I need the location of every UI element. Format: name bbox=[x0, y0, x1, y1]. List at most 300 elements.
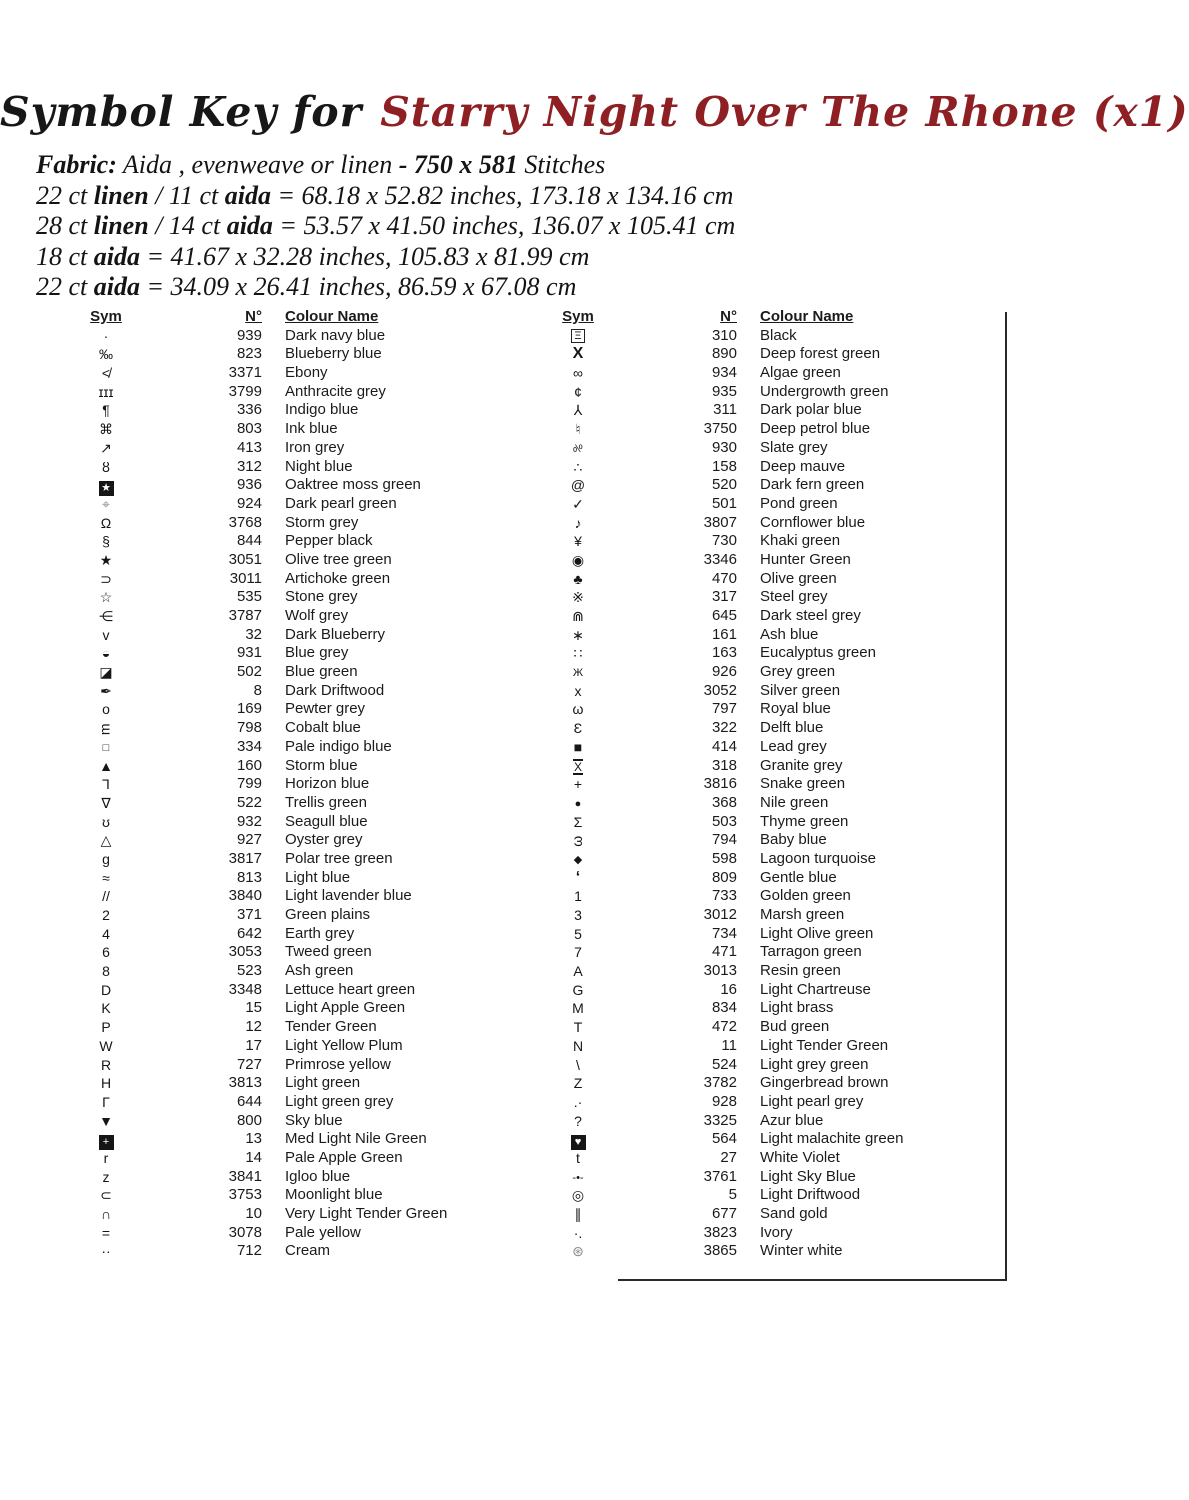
floss-number: 5 bbox=[728, 1186, 737, 1204]
floss-number: 930 bbox=[711, 438, 737, 456]
table-row bbox=[550, 514, 1002, 533]
floss-number: 734 bbox=[711, 924, 737, 942]
stitch-symbol: ω bbox=[568, 836, 585, 848]
table-row bbox=[78, 644, 530, 663]
floss-number: 3813 bbox=[228, 1074, 262, 1092]
colour-name: Dark Blueberry bbox=[285, 625, 386, 643]
colour-name: Thyme green bbox=[760, 812, 849, 830]
stitch-symbol: ♥ bbox=[571, 1135, 586, 1150]
colour-name: Baby blue bbox=[760, 831, 827, 849]
colour-name: Light Sky Blue bbox=[760, 1167, 856, 1185]
stitch-symbol: 7 bbox=[574, 944, 582, 961]
table-row bbox=[550, 644, 1002, 663]
colour-name: Night blue bbox=[285, 457, 353, 475]
table-row bbox=[550, 626, 1002, 645]
colour-name: Pond green bbox=[760, 494, 838, 512]
table-row bbox=[550, 794, 1002, 813]
floss-number: 3840 bbox=[228, 887, 262, 905]
floss-number: 3787 bbox=[228, 607, 262, 624]
stitch-symbol: % bbox=[573, 442, 583, 455]
stitch-symbol: g bbox=[102, 850, 110, 867]
colour-name: Bud green bbox=[760, 1018, 830, 1036]
stitch-symbol: ♪ bbox=[574, 514, 582, 531]
floss-number: 471 bbox=[711, 943, 737, 961]
left-rows bbox=[78, 327, 530, 1261]
floss-number: 3052 bbox=[703, 681, 737, 699]
floss-number: 322 bbox=[711, 719, 737, 737]
table-row bbox=[78, 700, 530, 719]
stitch-symbol: -•- bbox=[572, 1171, 584, 1184]
floss-number: 32 bbox=[245, 625, 262, 643]
table-row bbox=[78, 757, 530, 776]
colour-name: Gentle blue bbox=[760, 868, 837, 886]
stitch-symbol: W bbox=[99, 1037, 113, 1054]
floss-number: 3051 bbox=[228, 550, 262, 568]
colour-name: Pewter grey bbox=[285, 700, 366, 718]
stitch-symbol: .· bbox=[573, 1093, 583, 1110]
fabric-line: 22 ct aida = 34.09 x 26.41 inches, 86.59 x 67.08 cm bbox=[36, 272, 577, 301]
fabric-line: 22 ct linen / 11 ct aida = 68.18 x 52.82 inches, 173.18 x 134.16 cm bbox=[36, 180, 734, 210]
floss-number: 371 bbox=[236, 906, 262, 923]
stitch-symbol: ⌘ bbox=[99, 421, 113, 438]
colour-name: Ivory bbox=[760, 1223, 793, 1241]
floss-number: 334 bbox=[236, 737, 262, 755]
colour-name: Ebony bbox=[285, 364, 328, 382]
stitch-symbol: + bbox=[573, 776, 583, 793]
colour-name: Dark fern green bbox=[760, 476, 865, 494]
table-row bbox=[78, 887, 530, 906]
colour-name: Anthracite grey bbox=[285, 382, 386, 400]
table-row bbox=[78, 943, 530, 962]
stitch-symbol: ȣ bbox=[102, 458, 110, 475]
table-row bbox=[550, 607, 1002, 626]
colour-name: Lagoon turquoise bbox=[760, 849, 876, 867]
stitch-symbol: o bbox=[102, 701, 110, 718]
colour-name: Deep petrol blue bbox=[760, 420, 871, 438]
table-row bbox=[550, 1224, 1002, 1243]
table-row bbox=[78, 551, 530, 570]
table-row bbox=[78, 794, 530, 813]
stitch-symbol: K bbox=[101, 1000, 111, 1017]
colour-name: Light blue bbox=[285, 868, 351, 886]
stitch-symbol: ‰ bbox=[99, 346, 113, 363]
stitch-symbol: ʊ bbox=[102, 813, 110, 830]
floss-number: 3753 bbox=[228, 1186, 262, 1204]
table-row bbox=[78, 775, 530, 794]
floss-number: 535 bbox=[236, 588, 262, 606]
stitch-symbol: ·· bbox=[101, 1243, 111, 1260]
floss-number: 928 bbox=[711, 1092, 737, 1110]
table-row bbox=[550, 1242, 1002, 1261]
table-row bbox=[550, 775, 1002, 794]
floss-number: 935 bbox=[711, 382, 737, 400]
colour-name: Pepper black bbox=[285, 532, 373, 550]
colour-name: Dark Driftwood bbox=[285, 681, 385, 699]
stitch-symbol: ↗ bbox=[100, 439, 112, 456]
floss-number: 470 bbox=[711, 569, 737, 587]
colour-name: Tweed green bbox=[285, 943, 372, 961]
table-row bbox=[78, 850, 530, 869]
colour-name: Ash blue bbox=[760, 625, 819, 643]
colour-name: Delft blue bbox=[760, 719, 824, 737]
colour-name: Sky blue bbox=[285, 1111, 343, 1129]
floss-number: 834 bbox=[711, 999, 737, 1017]
stitch-symbol: P bbox=[101, 1019, 111, 1036]
table-row bbox=[78, 327, 530, 346]
table-row bbox=[78, 345, 530, 364]
colour-name: Black bbox=[760, 326, 797, 344]
table-row bbox=[550, 401, 1002, 420]
table-row bbox=[550, 869, 1002, 888]
floss-number: 3348 bbox=[228, 980, 262, 998]
floss-number: 797 bbox=[711, 700, 737, 718]
floss-number: 311 bbox=[713, 401, 737, 419]
stitch-symbol: 1 bbox=[574, 888, 582, 905]
table-row bbox=[550, 831, 1002, 850]
colour-name: Hunter Green bbox=[760, 550, 851, 568]
floss-number: 926 bbox=[711, 663, 737, 681]
colour-name: Grey green bbox=[760, 663, 836, 681]
stitch-symbol: T bbox=[573, 1019, 583, 1036]
colour-name: Storm blue bbox=[285, 756, 358, 774]
colour-name: Blueberry blue bbox=[285, 345, 382, 363]
table-row bbox=[550, 999, 1002, 1018]
stitch-symbol: ★ bbox=[99, 551, 113, 568]
stitch-symbol: ⋒ bbox=[572, 608, 584, 624]
floss-number: 3346 bbox=[703, 550, 737, 568]
table-row bbox=[78, 1205, 530, 1224]
floss-number: 318 bbox=[711, 756, 737, 774]
table-header-row bbox=[78, 308, 530, 327]
floss-number: 3841 bbox=[228, 1167, 262, 1185]
colour-name: Green plains bbox=[285, 906, 371, 923]
stitch-symbol: ◎ bbox=[571, 1187, 585, 1204]
stitch-symbol: ⅄ bbox=[573, 402, 583, 419]
stitch-symbol: ✒ bbox=[100, 682, 112, 699]
floss-number: 169 bbox=[236, 700, 262, 718]
stitch-symbol: Z bbox=[573, 1075, 583, 1092]
colour-name: Royal blue bbox=[760, 700, 831, 718]
fabric-line: 28 ct linen / 14 ct aida = 53.57 x 41.50 inches, 136.07 x 105.41 cm bbox=[36, 211, 736, 240]
fabric-block bbox=[36, 150, 1026, 303]
floss-number: 3011 bbox=[229, 569, 262, 587]
table-row bbox=[78, 364, 530, 383]
stitch-symbol: R bbox=[100, 1056, 112, 1073]
stitch-symbol: 8 bbox=[102, 963, 110, 980]
table-row bbox=[78, 981, 530, 1000]
fabric-line: 18 ct aida = 41.67 x 32.28 inches, 105.83 x 81.99 cm bbox=[36, 241, 590, 271]
stitch-symbol: X bbox=[572, 345, 584, 363]
stitch-symbol: ∗ bbox=[572, 626, 584, 643]
floss-number: 368 bbox=[711, 793, 737, 811]
stitch-symbol: ᴠ bbox=[102, 626, 110, 643]
floss-number: 799 bbox=[236, 775, 262, 793]
floss-number: 317 bbox=[711, 588, 737, 606]
colour-name: Granite grey bbox=[760, 756, 843, 774]
floss-number: 733 bbox=[711, 887, 737, 905]
colour-name: Tender Green bbox=[285, 1018, 377, 1036]
table-row bbox=[78, 925, 530, 944]
table-row bbox=[78, 1037, 530, 1056]
floss-number: 336 bbox=[236, 401, 262, 419]
colour-name: Light Yellow Plum bbox=[285, 1036, 403, 1054]
colour-name: Trellis green bbox=[285, 793, 367, 811]
stitch-symbol: Σ bbox=[573, 813, 583, 830]
colour-name: Winter white bbox=[760, 1242, 843, 1260]
right-rows bbox=[550, 327, 1002, 1261]
colour-name: Lead grey bbox=[760, 737, 827, 755]
table-row bbox=[78, 532, 530, 551]
table-row bbox=[550, 943, 1002, 962]
stitch-symbol: ※ bbox=[572, 589, 584, 606]
stitch-symbol: ♣ bbox=[573, 570, 583, 587]
colour-name: Storm grey bbox=[285, 513, 359, 531]
table-row bbox=[78, 383, 530, 402]
floss-number: 3823 bbox=[703, 1223, 737, 1241]
table-row bbox=[78, 1074, 530, 1093]
floss-number: 158 bbox=[711, 457, 737, 475]
colour-name: Seagull blue bbox=[285, 812, 368, 830]
floss-number: 730 bbox=[711, 532, 737, 550]
colour-name: Light grey green bbox=[760, 1055, 869, 1073]
colour-name: Marsh green bbox=[760, 906, 845, 923]
floss-number: 3371 bbox=[228, 364, 262, 382]
colour-name: Nile green bbox=[760, 793, 829, 811]
colour-name: Lettuce heart green bbox=[285, 980, 416, 998]
colour-name: Med Light Nile Green bbox=[285, 1130, 427, 1148]
table-row bbox=[550, 458, 1002, 477]
table-row bbox=[550, 588, 1002, 607]
colour-name: Stone grey bbox=[285, 588, 358, 606]
stitch-symbol: 6 bbox=[102, 944, 110, 961]
right-border-line bbox=[1005, 312, 1007, 1281]
stitch-symbol: r bbox=[103, 1149, 109, 1166]
colour-name: Polar tree green bbox=[285, 849, 393, 867]
stitch-symbol: ? bbox=[574, 1112, 582, 1129]
table-row bbox=[550, 1037, 1002, 1056]
floss-number: 160 bbox=[236, 756, 262, 774]
stitch-symbol: ⊃ bbox=[100, 570, 112, 587]
table-row bbox=[78, 1112, 530, 1131]
floss-number: 813 bbox=[236, 868, 262, 886]
header-colour-name: Colour Name bbox=[760, 308, 854, 325]
table-row bbox=[550, 757, 1002, 776]
floss-number: 823 bbox=[236, 345, 262, 363]
stitch-symbol: ·. bbox=[573, 1224, 583, 1241]
symbol-table-left bbox=[78, 308, 530, 1261]
table-row bbox=[550, 1112, 1002, 1131]
symbol-table-right bbox=[550, 308, 1002, 1261]
floss-number: 794 bbox=[711, 831, 737, 849]
floss-number: 15 bbox=[245, 999, 262, 1017]
table-row bbox=[78, 1130, 530, 1149]
floss-number: 934 bbox=[711, 364, 737, 382]
table-row bbox=[78, 607, 530, 626]
colour-name: Light Driftwood bbox=[760, 1186, 861, 1204]
floss-number: 939 bbox=[236, 326, 262, 344]
table-row bbox=[550, 1093, 1002, 1112]
stitch-symbol: x bbox=[574, 682, 582, 699]
floss-number: 712 bbox=[236, 1242, 262, 1260]
table-row bbox=[550, 570, 1002, 589]
stitch-symbol: ¢ bbox=[574, 383, 582, 400]
stitch-symbol: ▼ bbox=[99, 1112, 113, 1129]
table-row bbox=[78, 906, 530, 925]
colour-name: Dark navy blue bbox=[285, 326, 386, 344]
table-row bbox=[550, 1186, 1002, 1205]
floss-number: 523 bbox=[236, 962, 262, 980]
table-row bbox=[78, 626, 530, 645]
floss-number: 503 bbox=[711, 812, 737, 830]
floss-number: 564 bbox=[711, 1130, 737, 1148]
colour-name: Light Chartreuse bbox=[760, 980, 871, 998]
colour-name: Dark pearl green bbox=[285, 494, 397, 512]
floss-number: 3865 bbox=[703, 1242, 737, 1260]
stitch-symbol: △ bbox=[100, 832, 112, 849]
stitch-symbol: Γ bbox=[102, 776, 110, 793]
floss-number: 8 bbox=[253, 681, 262, 699]
table-row bbox=[78, 813, 530, 832]
stitch-symbol: ◆ bbox=[573, 853, 583, 866]
table-row bbox=[78, 476, 530, 495]
stitch-symbol: Γ bbox=[102, 1093, 110, 1110]
stitch-symbol: Ξ bbox=[571, 329, 584, 343]
floss-number: 310 bbox=[711, 326, 737, 344]
colour-name: Resin green bbox=[760, 962, 841, 980]
stitch-symbol: ⊂ bbox=[100, 1187, 112, 1204]
floss-number: 13 bbox=[245, 1130, 262, 1148]
table-row bbox=[78, 514, 530, 533]
table-row bbox=[550, 383, 1002, 402]
colour-name: Tarragon green bbox=[760, 943, 862, 961]
floss-number: 3012 bbox=[703, 906, 737, 923]
colour-name: Cream bbox=[285, 1242, 331, 1260]
floss-number: 413 bbox=[236, 438, 262, 456]
floss-number: 3053 bbox=[228, 943, 262, 961]
colour-name: Blue grey bbox=[285, 644, 349, 662]
floss-number: 645 bbox=[711, 607, 737, 624]
table-row bbox=[550, 1205, 1002, 1224]
stitch-symbol: ≈ bbox=[102, 869, 110, 886]
stitch-symbol: ☆ bbox=[99, 589, 113, 606]
table-row bbox=[550, 439, 1002, 458]
floss-number: 844 bbox=[236, 532, 262, 550]
table-header-row bbox=[550, 308, 1002, 327]
table-row bbox=[78, 1149, 530, 1168]
colour-name: Slate grey bbox=[760, 438, 828, 456]
floss-number: 472 bbox=[711, 1018, 737, 1036]
colour-name: Moonlight blue bbox=[285, 1186, 383, 1204]
stitch-symbol: ω bbox=[572, 701, 584, 718]
colour-name: Horizon blue bbox=[285, 775, 370, 793]
stitch-symbol: ∩ bbox=[100, 1206, 112, 1222]
table-row bbox=[550, 364, 1002, 383]
floss-number: 727 bbox=[236, 1055, 262, 1073]
stitch-symbol: X bbox=[573, 759, 582, 774]
table-row bbox=[550, 738, 1002, 757]
colour-name: Pale indigo blue bbox=[285, 737, 392, 755]
floss-number: 520 bbox=[711, 476, 737, 494]
table-row bbox=[550, 420, 1002, 439]
colour-name: Khaki green bbox=[760, 532, 841, 550]
floss-number: 3816 bbox=[703, 775, 737, 793]
table-row bbox=[550, 551, 1002, 570]
floss-number: 677 bbox=[711, 1205, 737, 1222]
table-row bbox=[78, 420, 530, 439]
colour-name: Igloo blue bbox=[285, 1167, 351, 1185]
floss-number: 803 bbox=[236, 420, 262, 438]
stitch-symbol: Ж bbox=[572, 667, 584, 680]
stitch-symbol: □ bbox=[102, 741, 110, 754]
floss-number: 931 bbox=[236, 644, 262, 662]
stitch-symbol: H bbox=[100, 1075, 112, 1092]
table-row bbox=[78, 439, 530, 458]
table-row bbox=[550, 327, 1002, 346]
table-row bbox=[550, 813, 1002, 832]
table-row bbox=[78, 1224, 530, 1243]
table-row bbox=[78, 999, 530, 1018]
table-row bbox=[550, 719, 1002, 738]
table-row bbox=[550, 532, 1002, 551]
colour-name: Light Apple Green bbox=[285, 999, 406, 1017]
colour-name: Sand gold bbox=[760, 1205, 828, 1222]
stitch-symbol: A bbox=[573, 963, 583, 980]
title-prefix: Symbol Key for bbox=[0, 88, 363, 136]
stitch-symbol: ▲ bbox=[99, 757, 113, 774]
stitch-symbol: ⋲ bbox=[99, 608, 113, 624]
colour-name: Light Tender Green bbox=[760, 1036, 889, 1054]
table-row bbox=[78, 738, 530, 757]
table-row bbox=[78, 570, 530, 589]
colour-name: Light green bbox=[285, 1074, 361, 1092]
colour-name: Light malachite green bbox=[760, 1130, 904, 1148]
floss-number: 163 bbox=[711, 644, 737, 662]
stitch-symbol: ∥ bbox=[574, 1206, 582, 1222]
floss-number: 3750 bbox=[703, 420, 737, 438]
stitch-symbol: ¶ bbox=[102, 402, 110, 419]
colour-name: Ash green bbox=[285, 962, 354, 980]
header-sym: Sym bbox=[90, 308, 122, 325]
floss-number: 3078 bbox=[228, 1223, 262, 1241]
colour-name: Artichoke green bbox=[285, 569, 391, 587]
stitch-symbol: M bbox=[572, 1000, 584, 1017]
floss-number: 12 bbox=[245, 1018, 262, 1036]
stitch-symbol: ‘ bbox=[575, 868, 581, 886]
colour-name: Cobalt blue bbox=[285, 719, 361, 737]
table-row bbox=[550, 887, 1002, 906]
stitch-symbol: 4 bbox=[102, 925, 110, 942]
colour-name: Light pearl grey bbox=[760, 1092, 864, 1110]
stitch-symbol: = bbox=[101, 1224, 111, 1241]
colour-name: Pale Apple Green bbox=[285, 1148, 403, 1166]
stitch-symbol: ◪ bbox=[99, 664, 113, 681]
floss-number: 3761 bbox=[703, 1167, 737, 1185]
table-row bbox=[550, 682, 1002, 701]
header-sym: Sym bbox=[562, 308, 594, 325]
table-row bbox=[550, 981, 1002, 1000]
stitch-symbol: ɪɪɪ bbox=[98, 383, 114, 400]
colour-name: Light green grey bbox=[285, 1092, 394, 1110]
floss-number: 501 bbox=[711, 494, 737, 512]
colour-name: Algae green bbox=[760, 364, 841, 382]
colour-name: Silver green bbox=[760, 681, 841, 699]
stitch-symbol: ¥ bbox=[574, 533, 582, 550]
floss-number: 3799 bbox=[228, 382, 262, 400]
floss-number: 3013 bbox=[703, 962, 737, 980]
stitch-symbol: ≮ bbox=[101, 365, 111, 382]
colour-name: Blue green bbox=[285, 663, 358, 681]
table-row bbox=[78, 962, 530, 981]
